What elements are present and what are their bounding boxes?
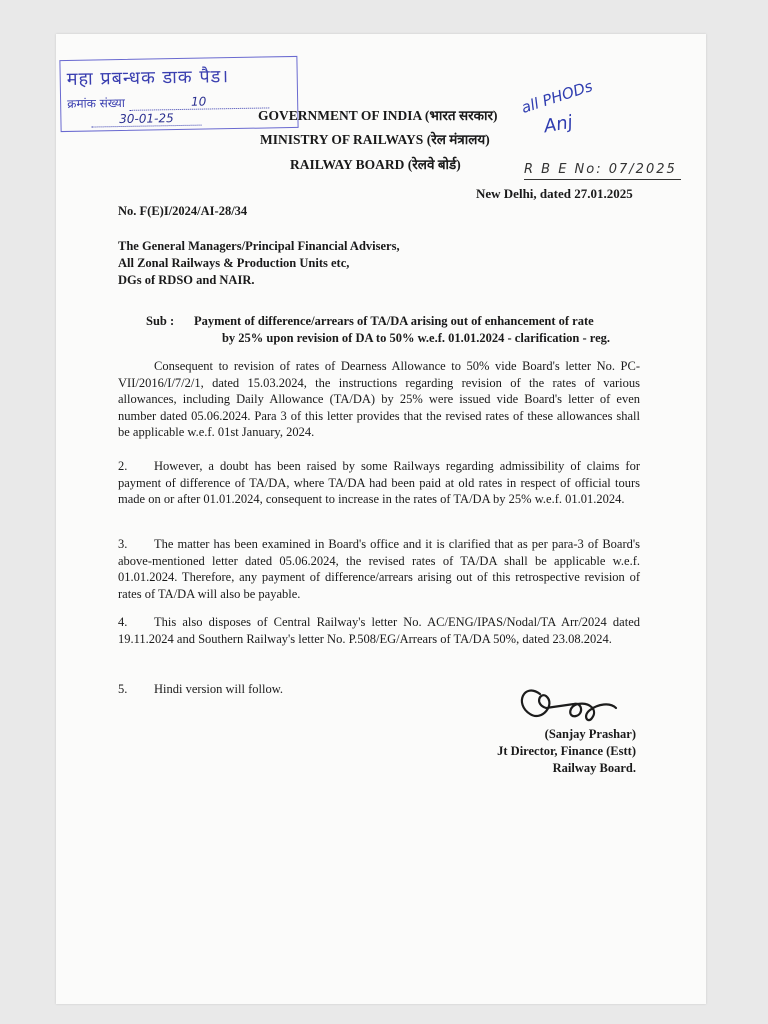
place-date: New Delhi, dated 27.01.2025 bbox=[476, 186, 633, 201]
paragraph-number: 4. bbox=[118, 615, 128, 629]
stamp-date-value: 30-01-25 bbox=[91, 111, 201, 128]
paragraph-text: However, a doubt has been raised by some Railways regarding admissibility of claims for payment of difference of TA/DA, where TA/DA had been paid at old rates in respect of official tours made on or after 01.01.2024, consequent to increase in the rates of TA/DA by 25% w.e.f. 01.01.2024. bbox=[118, 459, 640, 506]
signatory-designation: Jt Director, Finance (Estt) bbox=[497, 744, 636, 758]
paragraph-1: Consequent to revision of rates of Dearness Allowance to 50% vide Board's letter No. PC-VII/2016/I/7/2/1, dated 15.03.2024, the instructions regarding revision of the rates of various allowances, including Daily Allowance (TA/DA) by 25% were issued vide Board's letter of even number dated 05.06.2024. Para 3 of this letter provides that the revised rates of these allowances shall be applicable w.e.f. 01st January, 2024. bbox=[118, 359, 640, 439]
rbe-underline bbox=[524, 179, 681, 180]
header-ministry: MINISTRY OF RAILWAYS (रेल मंत्रालय) bbox=[260, 132, 490, 147]
paragraph-text: The matter has been examined in Board's office and it is clarified that as per para-3 of Board's above-mentioned letter dated 05.06.2024, the revised rates of TA/DA shall be applicable w.e.f. 01.01.2024. Therefore, any payment of difference/arrears arising out of this retrospective revision of rates of TA/DA will also be payable. bbox=[118, 537, 640, 601]
paragraph-3 bbox=[118, 536, 640, 602]
signature-image bbox=[512, 674, 632, 734]
rbe-number-text: R B E No: 07/2025 bbox=[524, 162, 677, 177]
signatory-office: Railway Board. bbox=[552, 761, 636, 775]
handwritten-initials: Anj bbox=[542, 111, 575, 138]
paragraph-text: This also disposes of Central Railway's letter No. AC/ENG/IPAS/Nodal/TA Arr/2024 dated 19.11.2024 and Southern Railway's letter No. P.508/EG/Arrears of TA/DA 50%, dated 23.08.2024. bbox=[118, 615, 640, 646]
stamp-serial-label: क्रमांक संख्या bbox=[67, 95, 126, 111]
signatory-name: (Sanjay Prashar) bbox=[544, 727, 636, 741]
stamp-date bbox=[91, 111, 201, 128]
paragraph-number: 3. bbox=[118, 537, 128, 551]
addressee-block bbox=[118, 238, 400, 289]
addressee-line: The General Managers/Principal Financial Advisers, bbox=[118, 239, 400, 253]
paragraph-number: 2. bbox=[118, 459, 128, 473]
paragraph-4 bbox=[118, 614, 640, 647]
header-board: RAILWAY BOARD (रेलवे बोर्ड) bbox=[290, 157, 461, 172]
stamp-serial bbox=[67, 91, 269, 112]
paragraph-2 bbox=[118, 458, 640, 508]
stamp-serial-value: 10 bbox=[129, 93, 269, 110]
paragraph-text: Hindi version will follow. bbox=[154, 682, 284, 696]
subject-line-1: Payment of difference/arrears of TA/DA arising out of enhancement of rate bbox=[194, 314, 594, 328]
handwritten-note: all PHODs bbox=[519, 77, 595, 117]
letter-page bbox=[56, 34, 706, 1004]
header-government: GOVERNMENT OF INDIA (भारत सरकार) bbox=[258, 108, 498, 123]
stamp-title: महा प्रबन्धक डाक पैड। bbox=[66, 66, 230, 90]
signatory-block bbox=[486, 726, 636, 777]
file-number: No. F(E)I/2024/AI-28/34 bbox=[118, 204, 248, 218]
paragraph-number: 5. bbox=[118, 682, 128, 696]
subject-line-2: by 25% upon revision of DA to 50% w.e.f. 01.01.2024 - clarification - reg. bbox=[221, 331, 611, 345]
subject-label: Sub : bbox=[146, 314, 175, 328]
addressee-line: All Zonal Railways & Production Units etc, bbox=[118, 256, 350, 270]
addressee-line: DGs of RDSO and NAIR. bbox=[118, 273, 255, 287]
rbe-number bbox=[524, 162, 677, 177]
